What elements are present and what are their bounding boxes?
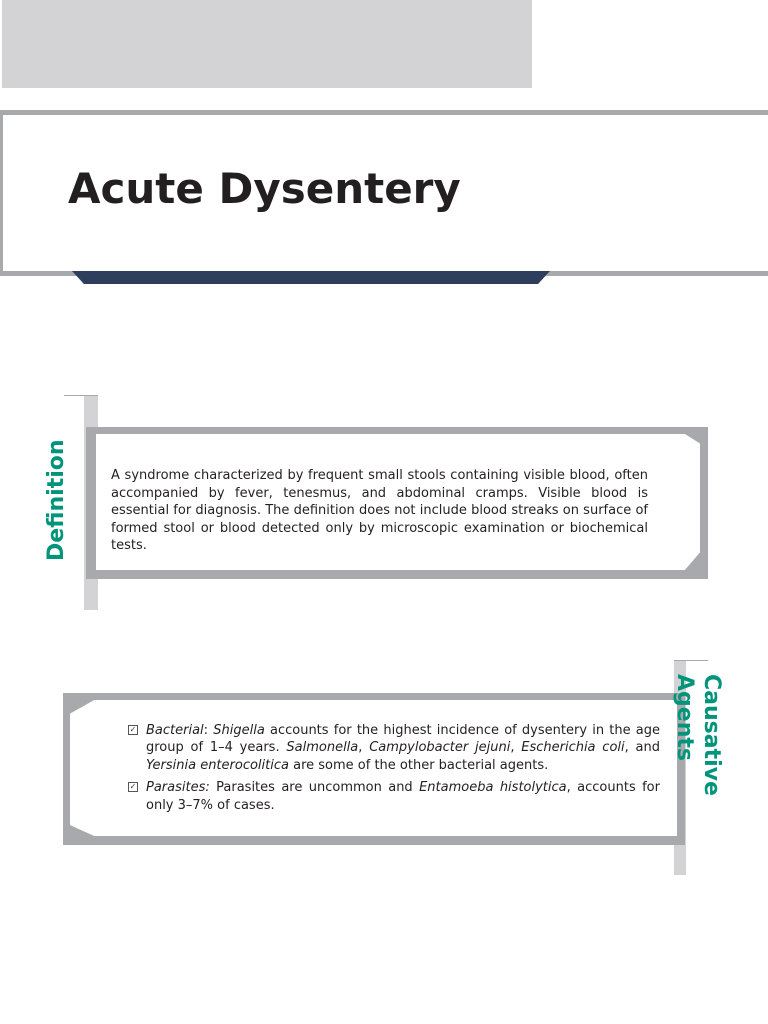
header-gray-block (2, 0, 532, 88)
text-run: , and (624, 740, 661, 756)
causative-list (128, 722, 660, 819)
text-run: Parasites are uncommon and (209, 780, 420, 796)
pathogen-name: Yersinia enterocolitica (146, 757, 289, 773)
bacterial-label: Bacterial (146, 723, 204, 738)
text-run: accounts for the highest incidence of dysentery in the age group of 1–4 years. (146, 723, 660, 756)
pathogen-name: Entamoeba histolytica (419, 780, 567, 796)
pathogen-name: Campylobacter jejuni (369, 740, 511, 756)
title-underline-bar (72, 271, 550, 284)
text-run: , (358, 740, 370, 756)
checkbox-icon: ✓ (129, 782, 137, 792)
list-item-parasites (128, 779, 660, 814)
causative-heading: Causative Agents (672, 674, 724, 796)
definition-text: A syndrome characterized by frequent small stools containing visible blood, often accompanied by fever, tenesmus, and abdominal cramps. Visible blood is essential for diagnosis. The definition does not include blood streaks on surface of formed stool or blood detected only by microscopic examination or biochemical tests. (111, 468, 648, 554)
text-run: are some of the other bacterial agents. (288, 757, 549, 773)
pathogen-name: Salmonella (286, 740, 359, 756)
pathogen-name: Escherichia coli (521, 740, 625, 756)
checkbox-icon: ✓ (129, 725, 137, 734)
text-run: : (203, 723, 214, 738)
page-title: Acute Dysentery (68, 164, 461, 213)
pathogen-name: Shigella (213, 723, 265, 738)
parasites-label: Parasites: (146, 780, 210, 796)
text-run: , accounts for only 3–7% of cases. (146, 780, 660, 813)
list-item-bacterial (128, 722, 660, 774)
definition-heading: Definition (44, 439, 69, 561)
text-run: , (510, 740, 522, 756)
